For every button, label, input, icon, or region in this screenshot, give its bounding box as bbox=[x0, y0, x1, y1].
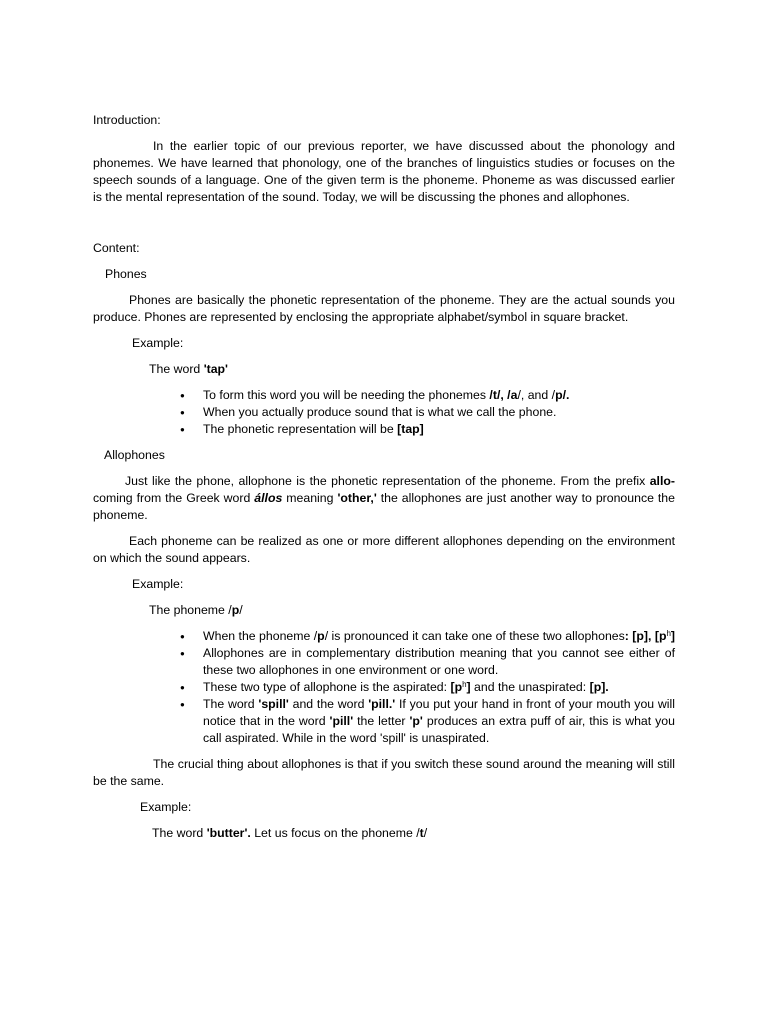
bullet-text: /, and / bbox=[517, 388, 556, 402]
phoneme-p: p bbox=[317, 629, 325, 643]
phoneme-a: a bbox=[510, 388, 518, 402]
bullet-bold: /, / bbox=[496, 388, 511, 402]
word-butter: 'butter'. bbox=[206, 826, 251, 840]
bracket-close: ] bbox=[670, 629, 676, 643]
phones-example-intro bbox=[93, 361, 675, 378]
allophones-example2-label: Example: bbox=[140, 800, 192, 814]
allophone-list: : [p], [p bbox=[624, 629, 667, 643]
allophones-example-intro bbox=[93, 602, 675, 619]
introduction-paragraph: In the earlier topic of our previous reporter, we have discussed about the phonology and phonemes. We have learned that phonology, one of the branches of linguistics studies or focuses on the speech sounds of a language. One of the given term is the phoneme. Phoneme as was discussed earlier is the mental representation of the sound. Today, we will be discussing the phones and allophones. bbox=[93, 139, 675, 204]
bullet-text: the letter bbox=[353, 714, 410, 728]
bracket-close: ] bbox=[466, 680, 471, 694]
allophones-bullet-item bbox=[203, 645, 675, 679]
bullet-text: If you put your hand in front of your mouth you will notice that in the word bbox=[203, 697, 675, 728]
phones-heading: Phones bbox=[105, 267, 147, 281]
example-intro-text: The word bbox=[152, 826, 207, 840]
introduction-label: Introduction: bbox=[93, 113, 161, 127]
phones-bullet-item bbox=[203, 421, 675, 438]
allophones-paragraph-2: Each phoneme can be realized as one or more different allophones depending on the environment on which the sound appears. bbox=[93, 534, 675, 565]
phones-bullet-item bbox=[203, 387, 675, 404]
example-intro-text: The word bbox=[149, 362, 204, 376]
bullet-text: / is pronounced it can take one of these two allophones bbox=[324, 629, 625, 643]
allophones-example-label: Example: bbox=[132, 577, 184, 591]
example-intro-text: Let us focus on the phoneme / bbox=[250, 826, 420, 840]
content-label: Content: bbox=[93, 241, 140, 255]
word-pill: 'pill' bbox=[329, 714, 354, 728]
phoneme-t: t bbox=[492, 388, 497, 402]
unaspirated-allophone: [p]. bbox=[589, 680, 609, 694]
meaning-other: 'other,' bbox=[337, 491, 377, 505]
aspirated-allophone: [p bbox=[450, 680, 463, 694]
greek-word-allos: állos bbox=[254, 491, 283, 505]
bullet-text: produces an extra puff of air, this is what you call aspirated. While in the word 'spill' is unaspirated. bbox=[203, 714, 675, 745]
paragraph-text: meaning bbox=[282, 491, 338, 505]
aspiration-mark: h bbox=[666, 629, 671, 638]
paragraph-text: the allophones are just another way to pronounce the phoneme. bbox=[93, 491, 675, 522]
phones-paragraph: Phones are basically the phonetic representation of the phoneme. They are the actual sounds you produce. Phones are represented by enclosing the appropriate alphabet/symbol in square bracket. bbox=[93, 293, 675, 324]
letter-p: 'p' bbox=[409, 714, 423, 728]
phones-bullet-item bbox=[203, 404, 675, 421]
bullet-text: The word bbox=[203, 697, 259, 711]
bullet-text: and the word bbox=[288, 697, 369, 711]
bullet-text: and the unaspirated: bbox=[470, 680, 590, 694]
bullet-text: These two type of allophone is the aspirated: bbox=[203, 680, 451, 694]
phones-example-label: Example: bbox=[132, 336, 184, 350]
bullet-text: When the phoneme / bbox=[203, 629, 318, 643]
allophones-bullet-item bbox=[203, 628, 675, 645]
allophones-bullet-item bbox=[203, 679, 675, 696]
example-word-tap: 'tap' bbox=[203, 362, 228, 376]
allophones-example2-intro bbox=[93, 825, 675, 842]
paragraph-text: coming from the Greek word bbox=[93, 491, 255, 505]
aspiration-mark: h bbox=[462, 680, 467, 689]
phoneme-t: t bbox=[419, 826, 424, 840]
allophones-bullet-item bbox=[203, 696, 675, 747]
allophones-bullet-list bbox=[93, 628, 675, 747]
paragraph-text: Just like the phone, allophone is the phonetic representation of the phoneme. From the prefix bbox=[125, 474, 650, 488]
prefix-allo: allo- bbox=[649, 474, 675, 488]
allophones-paragraph-3: The crucial thing about allophones is that if you switch these sound around the meaning will still be the same. bbox=[93, 757, 675, 788]
document-body bbox=[93, 112, 675, 842]
bullet-bold: /. bbox=[562, 388, 570, 402]
example-intro-end: / bbox=[423, 826, 428, 840]
phoneme-p: p bbox=[555, 388, 563, 402]
bullet-text: The phonetic representation will be bbox=[203, 422, 398, 436]
phones-bullet-list bbox=[93, 387, 675, 438]
bullet-text: Allophones are in complementary distribution meaning that you cannot see either of these two allophones in one environment or one word. bbox=[203, 646, 675, 677]
phoneme-p: p bbox=[231, 603, 240, 617]
word-pill: 'pill.' bbox=[368, 697, 396, 711]
phonetic-representation: [tap] bbox=[397, 422, 424, 436]
example-intro-text: The phoneme / bbox=[149, 603, 232, 617]
bullet-text: To form this word you will be needing the phonemes bbox=[203, 388, 490, 402]
bullet-bold: / bbox=[489, 388, 493, 402]
allophones-heading: Allophones bbox=[104, 448, 165, 462]
example-intro-end: / bbox=[239, 603, 243, 617]
allophones-paragraph-1 bbox=[93, 473, 675, 524]
bullet-text: When you actually produce sound that is what we call the phone. bbox=[203, 405, 557, 419]
word-spill: 'spill' bbox=[258, 697, 289, 711]
